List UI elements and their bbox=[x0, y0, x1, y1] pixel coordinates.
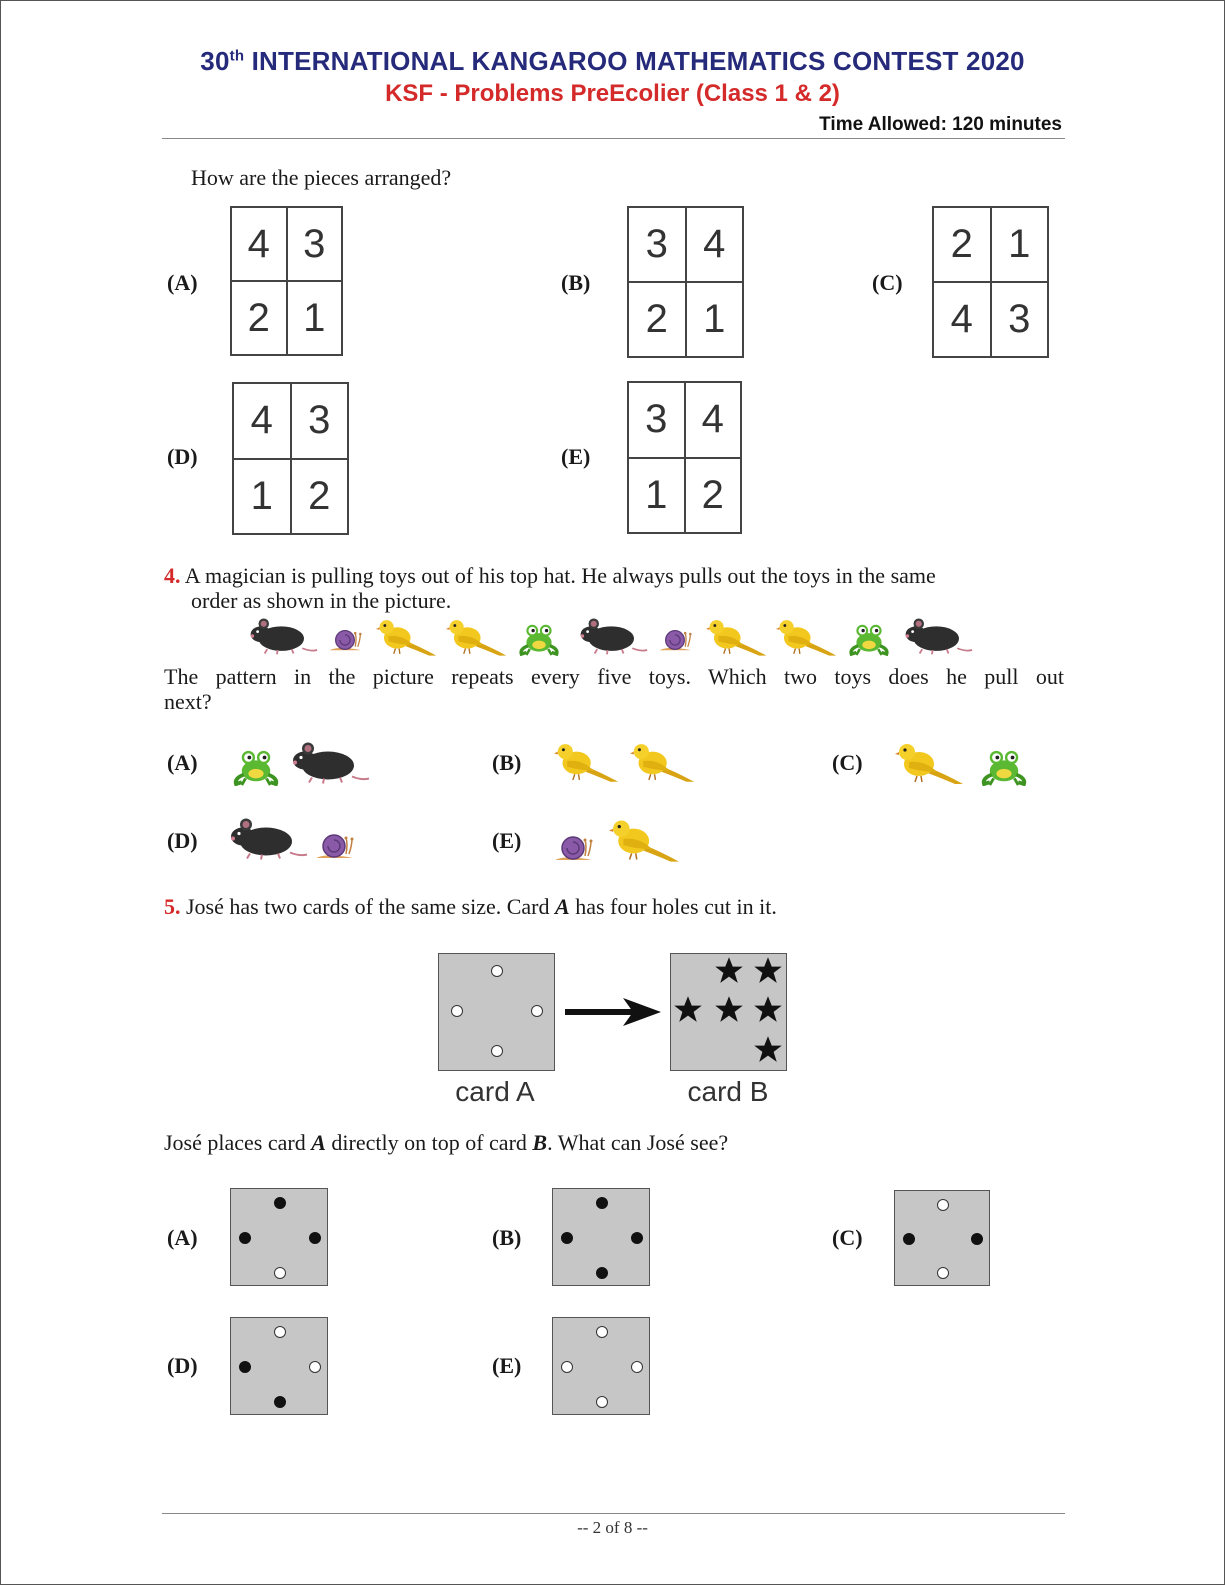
hole bbox=[937, 1199, 949, 1211]
hole bbox=[309, 1361, 321, 1373]
hole bbox=[561, 1361, 573, 1373]
q4-option-d-toys[interactable] bbox=[228, 816, 358, 868]
q5-option-c-card[interactable] bbox=[894, 1190, 990, 1286]
grid-cell: 1 bbox=[628, 458, 685, 534]
contest-subtitle: KSF - Problems PreEcolier (Class 1 & 2) bbox=[385, 80, 840, 107]
q3-option-d-label[interactable]: (D) bbox=[167, 444, 198, 469]
arrow-right-icon bbox=[563, 992, 663, 1032]
star-dot bbox=[309, 1232, 321, 1244]
q3-option-b-label[interactable]: (B) bbox=[561, 270, 591, 295]
bird-icon bbox=[630, 740, 696, 784]
grid-cell: 4 bbox=[233, 383, 291, 459]
star-dot bbox=[561, 1232, 573, 1244]
mouse-icon bbox=[248, 616, 318, 656]
q5-option-e-card[interactable] bbox=[552, 1317, 650, 1415]
snail-icon bbox=[314, 830, 354, 862]
q3-option-e-grid[interactable] bbox=[627, 381, 742, 534]
mouse-icon bbox=[578, 616, 648, 656]
hole bbox=[491, 1045, 503, 1057]
grid-cell: 2 bbox=[628, 282, 686, 357]
star-dot bbox=[274, 1396, 286, 1408]
q5-number: 5. bbox=[164, 894, 181, 919]
grid-cell: 1 bbox=[233, 459, 291, 535]
card-b bbox=[670, 953, 787, 1071]
bird-icon bbox=[776, 616, 838, 658]
q5-option-d-card[interactable] bbox=[230, 1317, 328, 1415]
q4-option-a-toys[interactable] bbox=[232, 740, 372, 790]
snail-icon bbox=[658, 626, 692, 654]
hole bbox=[596, 1396, 608, 1408]
grid-cell: 3 bbox=[628, 207, 686, 282]
frog-icon bbox=[848, 622, 890, 656]
q4-text-line2: order as shown in the picture. bbox=[191, 588, 452, 613]
q5-question: José places card A directly on top of card B. What can José see? bbox=[164, 1130, 729, 1155]
bird-icon bbox=[446, 616, 508, 658]
grid-cell: 3 bbox=[291, 383, 349, 459]
card-b-label: card B bbox=[687, 1076, 769, 1107]
q4-number: 4. bbox=[164, 563, 181, 588]
q4-option-e-label[interactable]: (E) bbox=[492, 828, 522, 853]
grid-cell: 2 bbox=[933, 207, 991, 282]
hole bbox=[451, 1005, 463, 1017]
q3-option-c-grid[interactable] bbox=[932, 206, 1049, 358]
grid-cell: 1 bbox=[287, 281, 343, 355]
q4-pattern-line1: The pattern in the picture repeats every five toys. Which two toys does he pull out bbox=[164, 664, 1064, 689]
stars-icon bbox=[671, 954, 786, 1070]
q3-option-b-grid[interactable] bbox=[627, 206, 744, 358]
grid-cell: 4 bbox=[686, 207, 744, 282]
star-dot bbox=[596, 1267, 608, 1279]
bird-icon bbox=[706, 616, 768, 658]
q4-option-b-label[interactable]: (B) bbox=[492, 750, 522, 775]
q5-option-d-label[interactable]: (D) bbox=[167, 1353, 198, 1378]
mouse-icon bbox=[290, 740, 370, 785]
q3-prompt: How are the pieces arranged? bbox=[191, 165, 452, 190]
star-dot bbox=[274, 1197, 286, 1209]
q5-option-e-label[interactable]: (E) bbox=[492, 1353, 522, 1378]
q5-option-c-label[interactable]: (C) bbox=[832, 1225, 863, 1250]
bird-icon bbox=[554, 740, 620, 784]
contest-title: 30th INTERNATIONAL KANGAROO MATHEMATICS CONTEST 2020 bbox=[200, 46, 1025, 76]
header-divider bbox=[162, 138, 1065, 139]
hole bbox=[274, 1267, 286, 1279]
grid-cell: 2 bbox=[685, 458, 742, 534]
card-a bbox=[438, 953, 555, 1071]
bird-icon bbox=[376, 616, 438, 658]
mouse-icon bbox=[228, 816, 308, 861]
footer-divider bbox=[162, 1513, 1065, 1514]
frog-icon bbox=[980, 748, 1028, 786]
hole bbox=[491, 965, 503, 977]
grid-cell: 4 bbox=[231, 207, 287, 281]
card-a-label: card A bbox=[455, 1076, 535, 1107]
q3-option-a-label[interactable]: (A) bbox=[167, 270, 198, 295]
grid-cell: 1 bbox=[686, 282, 744, 357]
snail-icon bbox=[553, 832, 593, 864]
q4-option-c-toys[interactable] bbox=[895, 740, 1040, 790]
bird-icon bbox=[609, 816, 681, 864]
q5-option-b-card[interactable] bbox=[552, 1188, 650, 1286]
q4-option-c-label[interactable]: (C) bbox=[832, 750, 863, 775]
q4-pattern-line2: next? bbox=[164, 689, 212, 714]
q4-option-b-toys[interactable] bbox=[554, 740, 699, 790]
grid-cell: 2 bbox=[231, 281, 287, 355]
q4-option-a-label[interactable]: (A) bbox=[167, 750, 198, 775]
q5-option-a-card[interactable] bbox=[230, 1188, 328, 1286]
grid-cell: 4 bbox=[685, 382, 742, 458]
q3-option-d-grid[interactable] bbox=[232, 382, 349, 535]
time-allowed: Time Allowed: 120 minutes bbox=[819, 114, 1062, 135]
page-indicator: -- 2 of 8 -- bbox=[577, 1518, 648, 1537]
hole bbox=[274, 1326, 286, 1338]
hole bbox=[596, 1326, 608, 1338]
star-dot bbox=[239, 1361, 251, 1373]
star-dot bbox=[596, 1197, 608, 1209]
grid-cell: 3 bbox=[991, 282, 1049, 357]
star-dot bbox=[903, 1233, 915, 1245]
grid-cell: 2 bbox=[291, 459, 349, 535]
q3-option-a-grid[interactable] bbox=[230, 206, 343, 356]
grid-cell: 4 bbox=[933, 282, 991, 357]
q4-option-d-label[interactable]: (D) bbox=[167, 828, 198, 853]
grid-cell: 3 bbox=[628, 382, 685, 458]
grid-cell: 3 bbox=[287, 207, 343, 281]
q5-text: 5. José has two cards of the same size. Card A has four holes cut in it. bbox=[164, 894, 777, 919]
star-dot bbox=[971, 1233, 983, 1245]
toy-sequence bbox=[248, 616, 978, 662]
frog-icon bbox=[232, 748, 280, 786]
q3-option-e-label[interactable]: (E) bbox=[561, 444, 591, 469]
star-dot bbox=[239, 1232, 251, 1244]
mouse-icon bbox=[903, 616, 973, 656]
frog-icon bbox=[518, 622, 560, 656]
grid-cell: 1 bbox=[991, 207, 1049, 282]
star-dot bbox=[631, 1232, 643, 1244]
q3-option-c-label[interactable]: (C) bbox=[872, 270, 903, 295]
q5-option-a-label[interactable]: (A) bbox=[167, 1225, 198, 1250]
snail-icon bbox=[328, 626, 362, 654]
bird-icon bbox=[895, 740, 965, 786]
hole bbox=[531, 1005, 543, 1017]
hole bbox=[937, 1267, 949, 1279]
hole bbox=[631, 1361, 643, 1373]
q5-option-b-label[interactable]: (B) bbox=[492, 1225, 522, 1250]
q4-option-e-toys[interactable] bbox=[553, 816, 683, 868]
q4-text-line1: 4. A magician is pulling toys out of his top hat. He always pulls out the toys in the same bbox=[164, 563, 936, 588]
